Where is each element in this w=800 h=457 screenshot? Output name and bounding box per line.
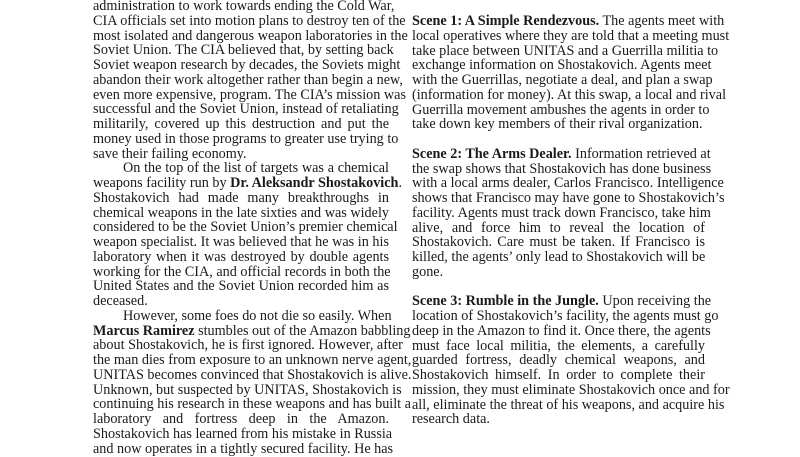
scene-title: Scene 1: A Simple Rendezvous.: [412, 13, 600, 29]
text-line: with the Guerrillas, negotiate a deal, and plan a swap: [412, 72, 713, 88]
scene-title: Scene 3: Rumble in the Jungle.: [412, 293, 599, 310]
text-line: Soviet Union. The CIA believed that, by setting back: [93, 42, 394, 59]
text-run: Upon receiving the: [598, 293, 712, 310]
text-line: must face local militia, the elements, a carefully: [412, 337, 705, 354]
text-line: exchange information on Shostakovich. Agents meet: [412, 57, 712, 74]
paragraph-cold-war: [93, 0, 408, 162]
text-line: CIA officials set into motion plans to destroy ten of the: [93, 12, 406, 29]
text-line: deceased.: [93, 293, 148, 309]
text-line: abandon their work altogether rather than begin a new,: [93, 71, 403, 88]
right-column: [412, 13, 730, 442]
scene-title: Scene 2: The Arms Dealer.: [412, 145, 572, 162]
scene-3: [412, 293, 730, 428]
text-line: [412, 293, 712, 310]
character-name-ramirez: Marcus Ramirez: [93, 322, 195, 339]
text-line: United States and the Soviet Union recorded him as: [93, 278, 389, 295]
text-line: facility. Agents must track down Francisco, take him: [412, 204, 711, 221]
paragraph-shostakovich: [93, 160, 402, 309]
character-name-shostakovich: Dr. Aleksandr Shostakovich: [230, 175, 399, 191]
text-line: successful and the Soviet Union, instead of retaliating: [93, 101, 399, 118]
text-line: [93, 322, 411, 339]
text-line: However, some foes do not die so easily. When: [123, 307, 392, 324]
text-line: research data.: [412, 411, 490, 428]
text-line: with a local arms dealer, Carlos Francisco. Intelligence: [412, 175, 724, 192]
left-column: [93, 0, 412, 457]
text-line: militarily, covered up this destruction and put the: [93, 116, 389, 132]
text-line: money used in those programs to greater use trying to: [93, 130, 399, 147]
text-line: [412, 145, 711, 162]
text-line: working for the CIA, and official records in both the: [93, 263, 391, 280]
text-line: laboratory and fortress deep in the Amazon.: [93, 411, 389, 427]
text-line: take place between UNITAS and a Guerrilla militia to: [412, 42, 719, 59]
text-line: guarded fortress, deadly chemical weapons, and: [412, 352, 705, 369]
text-line: gone.: [412, 263, 444, 280]
text-line: Shostakovich himself. In order to complete their: [412, 367, 705, 383]
text-line: UNITAS becomes convinced that Shostakovich is alive.: [93, 366, 412, 383]
text-line: Guerrilla movement ambushes the agents in order to: [412, 101, 710, 118]
text-line: and now operates in a tightly secured facility. He has: [93, 440, 394, 457]
text-line: [412, 13, 725, 29]
text-line: deep in the Amazon to find it. Once there, the agents: [412, 322, 711, 339]
scene-1: [412, 13, 730, 133]
text-line: location of Shostakovich’s facility, the agents must go: [412, 308, 719, 324]
text-line: laboratory when it was destroyed by double agents: [93, 248, 389, 265]
text-line: most isolated and dangerous weapon laboratories in the: [93, 27, 408, 44]
text-line: Soviet weapon research by decades, the Soviets might: [93, 57, 401, 73]
text-line: the swap shows that Shostakovich has done business: [412, 160, 712, 177]
text-line: about Shostakovich, he is first ignored. However, after: [93, 337, 403, 354]
text-line: killed, the agents’ only lead to Shostakovich will be: [412, 249, 706, 265]
text-line: [93, 175, 402, 191]
text-line: save their failing economy.: [93, 145, 247, 162]
text-line: even more expensive, program. The CIA’s mission was: [93, 86, 406, 103]
paragraph-ramirez: [93, 307, 412, 457]
text-line: all, eliminate the threat of his weapons, and acquire his: [412, 396, 725, 413]
text-line: chemical weapons in the late sixties and was widely: [93, 204, 389, 221]
text-line: continuing his research in these weapons and has built a: [93, 396, 411, 413]
text-line: local operatives where they are told that a meeting must: [412, 27, 730, 44]
text-line: (information for money). At this swap, a local and rival: [412, 86, 727, 103]
text-line: the man dies from exposure to an unknown nerve agent,: [93, 352, 412, 368]
text-run: .: [398, 175, 402, 191]
text-line: considered to be the Soviet Union’s premier chemical: [93, 219, 398, 236]
text-line: weapon specialist. It was believed that he was in his: [93, 234, 389, 250]
text-line: alive, and force him to reveal the location of: [412, 219, 705, 236]
text-line: Unknown, but suspected by UNITAS, Shostakovich is: [93, 381, 402, 398]
text-run: The agents meet with: [599, 13, 725, 29]
text-line: take down key members of their rival organization.: [412, 116, 703, 133]
text-line: administration to work towards ending the Cold War,: [93, 0, 395, 14]
text-line: Shostakovich has learned from his mistake in Russia: [93, 425, 393, 442]
text-line: mission, they must eliminate Shostakovich once and for: [412, 381, 730, 398]
text-line: Shostakovich. Care must be taken. If Francisco is: [412, 234, 705, 251]
scene-2: [412, 145, 725, 280]
text-line: Shostakovich had made many breakthroughs in: [93, 189, 389, 206]
text-run: stumbles out of the Amazon babbling: [194, 322, 411, 339]
text-line: On the top of the list of targets was a chemical: [123, 160, 389, 177]
text-line: shows that Francisco may have gone to Shostakovich’s: [412, 190, 725, 206]
text-run: Information retrieved at: [571, 145, 711, 162]
text-run: weapons facility run by: [93, 175, 231, 191]
